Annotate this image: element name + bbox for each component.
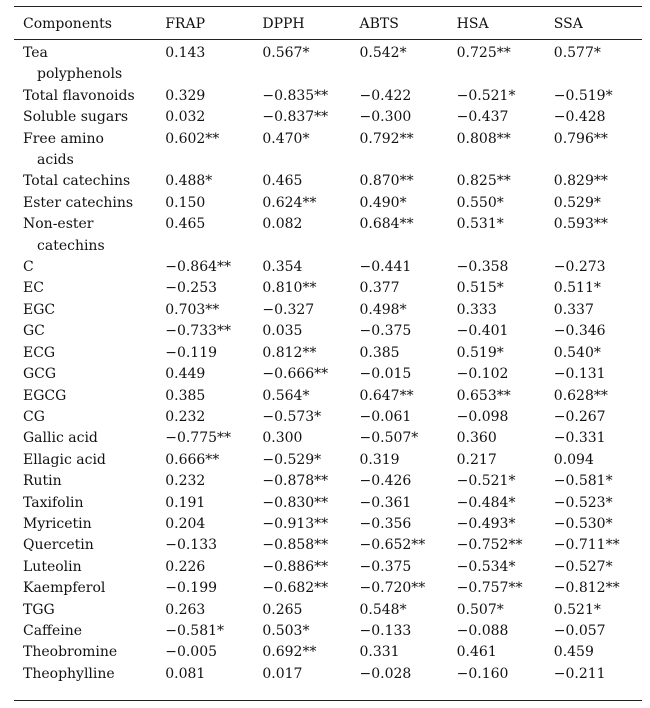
value-cell-ssa: 0.529* [553,194,601,211]
value-cell-hsa: −0.088 [456,622,509,639]
table-row [14,321,642,342]
value-cell-abts: −0.375 [359,558,412,575]
value-cell-ssa: −0.812** [553,580,620,597]
header-hsa: HSA [456,15,489,32]
value-cell-dpph: 0.465 [262,173,303,190]
component-name: Quercetin [23,537,94,554]
value-cell-abts: 0.792** [359,130,414,147]
component-name-cell [14,535,156,556]
table-row [14,193,642,214]
table-row [14,257,642,278]
component-name-cell [14,321,156,342]
value-cell-dpph: −0.835** [262,87,329,104]
value-cell-ssa: 0.337 [553,301,594,318]
component-name: Theobromine [23,644,118,661]
value-cell-frap: 0.143 [165,45,206,61]
value-cell-frap: −0.005 [165,644,218,661]
table-row [14,300,642,321]
table-row [14,407,642,428]
value-cell-frap: 0.488* [165,173,213,190]
component-name: EGC [23,301,56,318]
component-name: Myricetin [23,515,92,532]
component-name-cell [14,642,156,663]
table-row [14,557,642,578]
component-name: Ellagic acid [23,451,106,468]
value-cell-frap: 0.329 [165,87,206,104]
component-name: ECG [23,344,56,361]
value-cell-abts: −0.441 [359,259,412,276]
value-cell-frap: 0.263 [165,601,206,618]
value-cell-hsa: 0.519* [456,344,504,361]
component-name-cell [14,450,156,471]
value-cell-frap: −0.775** [165,430,232,447]
component-name-cell [14,343,156,364]
value-cell-ssa: −0.527* [553,558,613,575]
value-cell-ssa: −0.211 [553,665,606,682]
table-row [14,107,642,128]
value-cell-dpph: −0.666** [262,366,329,383]
component-name: CG [23,408,45,425]
value-cell-dpph: 0.624** [262,194,317,211]
header-components: Components [23,15,112,32]
value-cell-hsa: −0.752** [456,537,523,554]
value-cell-dpph: −0.858** [262,537,329,554]
value-cell-abts: 0.498* [359,301,407,318]
value-cell-dpph: −0.529* [262,451,322,468]
component-name: Free amino [23,130,104,147]
component-name: Non-ester [23,216,94,233]
value-cell-ssa: −0.519* [553,87,613,104]
component-name-cell [14,300,156,321]
component-name: Luteolin [23,558,82,575]
value-cell-abts: −0.015 [359,366,412,383]
value-cell-frap: −0.133 [165,537,218,554]
component-name: Tea [23,45,48,61]
value-cell-abts: 0.548* [359,601,407,618]
value-cell-frap: −0.733** [165,323,232,340]
value-cell-ssa: −0.273 [553,259,606,276]
value-cell-abts: −0.061 [359,408,412,425]
component-name: C [23,259,34,276]
value-cell-hsa: 0.808** [456,130,511,147]
value-cell-abts: 0.319 [359,451,400,468]
value-cell-hsa: 0.360 [456,430,497,447]
component-name-continuation: catechins [37,237,105,254]
header-abts: ABTS [359,15,399,32]
component-name-cell [14,214,156,257]
value-cell-frap: 0.150 [165,194,206,211]
value-cell-hsa: −0.484* [456,494,516,511]
value-cell-dpph: 0.300 [262,430,303,447]
component-name-cell [14,86,156,107]
value-cell-frap: 0.385 [165,387,206,404]
component-name-cell [14,514,156,535]
value-cell-abts: −0.720** [359,580,426,597]
table-row [14,450,642,471]
table-bottom-rule [14,700,642,701]
value-cell-abts: 0.870** [359,173,414,190]
value-cell-abts: 0.490* [359,194,407,211]
value-cell-ssa: −0.711** [553,537,620,554]
value-cell-ssa: −0.131 [553,366,606,383]
table-row [14,214,642,257]
value-cell-ssa: 0.540* [553,344,601,361]
value-cell-frap: 0.666** [165,451,220,468]
value-cell-dpph: −0.837** [262,109,329,126]
value-cell-abts: −0.300 [359,109,412,126]
table-row [14,535,642,556]
value-cell-hsa: −0.102 [456,366,509,383]
component-name-cell [14,364,156,385]
component-name-cell [14,386,156,407]
value-cell-ssa: −0.331 [553,430,606,447]
value-cell-ssa: 0.796** [553,130,608,147]
component-name-cell [14,407,156,428]
value-cell-abts: −0.422 [359,87,412,104]
value-cell-hsa: 0.217 [456,451,497,468]
table-row [14,129,642,172]
value-cell-ssa: −0.581* [553,473,613,490]
value-cell-hsa: −0.534* [456,558,516,575]
value-cell-hsa: −0.358 [456,259,509,276]
component-name-cell [14,428,156,449]
value-cell-abts: −0.426 [359,473,412,490]
table-row [14,493,642,514]
component-name-cell [14,493,156,514]
value-cell-abts: 0.377 [359,280,400,297]
value-cell-dpph: −0.682** [262,580,329,597]
component-name-cell [14,171,156,192]
component-name: Caffeine [23,622,83,639]
value-cell-hsa: −0.521* [456,87,516,104]
header-ssa: SSA [553,15,583,32]
component-name-cell [14,471,156,492]
table-row [14,39,642,86]
value-cell-hsa: −0.437 [456,109,509,126]
value-cell-hsa: 0.550* [456,194,504,211]
table-body [14,39,642,685]
value-cell-dpph: 0.567* [262,45,310,61]
component-name-cell [14,578,156,599]
table-row [14,471,642,492]
value-cell-hsa: 0.515* [456,280,504,297]
value-cell-ssa: 0.521* [553,601,601,618]
value-cell-frap: 0.703** [165,301,220,318]
correlation-table [14,8,642,685]
value-cell-abts: −0.507* [359,430,419,447]
component-name: Ester catechins [23,194,134,211]
value-cell-ssa: 0.511* [553,280,601,297]
value-cell-ssa: −0.428 [553,109,606,126]
component-name: Rutin [23,473,62,490]
value-cell-dpph: −0.830** [262,494,329,511]
value-cell-dpph: 0.812** [262,344,317,361]
value-cell-dpph: 0.082 [262,216,303,233]
component-name-cell [14,257,156,278]
value-cell-dpph: −0.327 [262,301,315,318]
value-cell-hsa: 0.461 [456,644,497,661]
header-frap: FRAP [165,15,206,32]
value-cell-abts: −0.028 [359,665,412,682]
component-name-cell [14,621,156,642]
table-row [14,514,642,535]
value-cell-ssa: 0.459 [553,644,594,661]
value-cell-hsa: −0.401 [456,323,509,340]
component-name: Total flavonoids [23,87,135,104]
table-row [14,278,642,299]
table-row [14,600,642,621]
value-cell-ssa: −0.057 [553,622,606,639]
value-cell-hsa: 0.825** [456,173,511,190]
value-cell-hsa: 0.653** [456,387,511,404]
component-name: Total catechins [23,173,131,190]
component-name-cell [14,193,156,214]
value-cell-abts: −0.375 [359,323,412,340]
value-cell-frap: 0.081 [165,665,206,682]
value-cell-frap: 0.226 [165,558,206,575]
component-name: Gallic acid [23,430,98,447]
value-cell-dpph: 0.503* [262,622,310,639]
component-name-cell [14,557,156,578]
table-row [14,642,642,663]
component-name-continuation: polyphenols [37,66,123,83]
value-cell-frap: −0.199 [165,580,218,597]
value-cell-ssa: 0.829** [553,173,608,190]
value-cell-abts: 0.542* [359,45,407,61]
table-row [14,86,642,107]
table-row [14,578,642,599]
value-cell-hsa: −0.521* [456,473,516,490]
table-row [14,343,642,364]
component-name: Soluble sugars [23,109,129,126]
value-cell-frap: −0.864** [165,259,232,276]
value-cell-ssa: 0.094 [553,451,594,468]
value-cell-ssa: 0.593** [553,216,608,233]
value-cell-ssa: 0.577* [553,45,601,61]
value-cell-dpph: −0.913** [262,515,329,532]
value-cell-ssa: −0.346 [553,323,606,340]
value-cell-hsa: −0.160 [456,665,509,682]
value-cell-ssa: −0.530* [553,515,613,532]
value-cell-dpph: 0.265 [262,601,303,618]
component-name-cell [14,39,156,86]
component-name-continuation: acids [37,152,74,169]
component-name: EC [23,280,44,297]
component-name: EGCG [23,387,67,404]
value-cell-hsa: 0.333 [456,301,497,318]
table-row [14,364,642,385]
component-name: GCG [23,366,57,383]
header-row [14,8,642,39]
component-name-cell [14,107,156,128]
value-cell-dpph: 0.470* [262,130,310,147]
value-cell-hsa: −0.757** [456,580,523,597]
table-row [14,386,642,407]
value-cell-hsa: 0.725** [456,45,511,61]
value-cell-dpph: 0.035 [262,323,303,340]
value-cell-abts: −0.652** [359,537,426,554]
value-cell-abts: −0.356 [359,515,412,532]
value-cell-dpph: −0.573* [262,408,322,425]
value-cell-dpph: 0.692** [262,644,317,661]
value-cell-abts: 0.385 [359,344,400,361]
component-name: Taxifolin [23,494,84,511]
value-cell-ssa: −0.523* [553,494,613,511]
value-cell-frap: 0.602** [165,130,220,147]
header-dpph: DPPH [262,15,305,32]
value-cell-frap: 0.465 [165,216,206,233]
value-cell-frap: −0.253 [165,280,218,297]
table-row [14,428,642,449]
value-cell-frap: 0.191 [165,494,206,511]
value-cell-frap: −0.119 [165,344,218,361]
table-row [14,664,642,685]
value-cell-dpph: 0.810** [262,280,317,297]
value-cell-hsa: 0.507* [456,601,504,618]
value-cell-frap: 0.032 [165,109,206,126]
component-name: Theophylline [23,665,115,682]
component-name-cell [14,278,156,299]
value-cell-dpph: 0.017 [262,665,303,682]
value-cell-abts: −0.361 [359,494,412,511]
value-cell-frap: 0.232 [165,408,206,425]
table-row [14,621,642,642]
value-cell-abts: 0.647** [359,387,414,404]
value-cell-hsa: −0.098 [456,408,509,425]
component-name-cell [14,600,156,621]
value-cell-abts: −0.133 [359,622,412,639]
component-name-cell [14,129,156,172]
value-cell-dpph: −0.886** [262,558,329,575]
value-cell-abts: 0.331 [359,644,400,661]
value-cell-dpph: −0.878** [262,473,329,490]
value-cell-ssa: −0.267 [553,408,606,425]
value-cell-abts: 0.684** [359,216,414,233]
value-cell-hsa: 0.531* [456,216,504,233]
table-row [14,171,642,192]
value-cell-hsa: −0.493* [456,515,516,532]
value-cell-ssa: 0.628** [553,387,608,404]
value-cell-frap: 0.204 [165,515,206,532]
value-cell-dpph: 0.354 [262,259,303,276]
value-cell-frap: 0.449 [165,366,206,383]
component-name: Kaempferol [23,580,106,597]
component-name-cell [14,664,156,685]
value-cell-dpph: 0.564* [262,387,310,404]
component-name: GC [23,323,45,340]
value-cell-frap: 0.232 [165,473,206,490]
value-cell-frap: −0.581* [165,622,225,639]
component-name: TGG [23,601,55,618]
